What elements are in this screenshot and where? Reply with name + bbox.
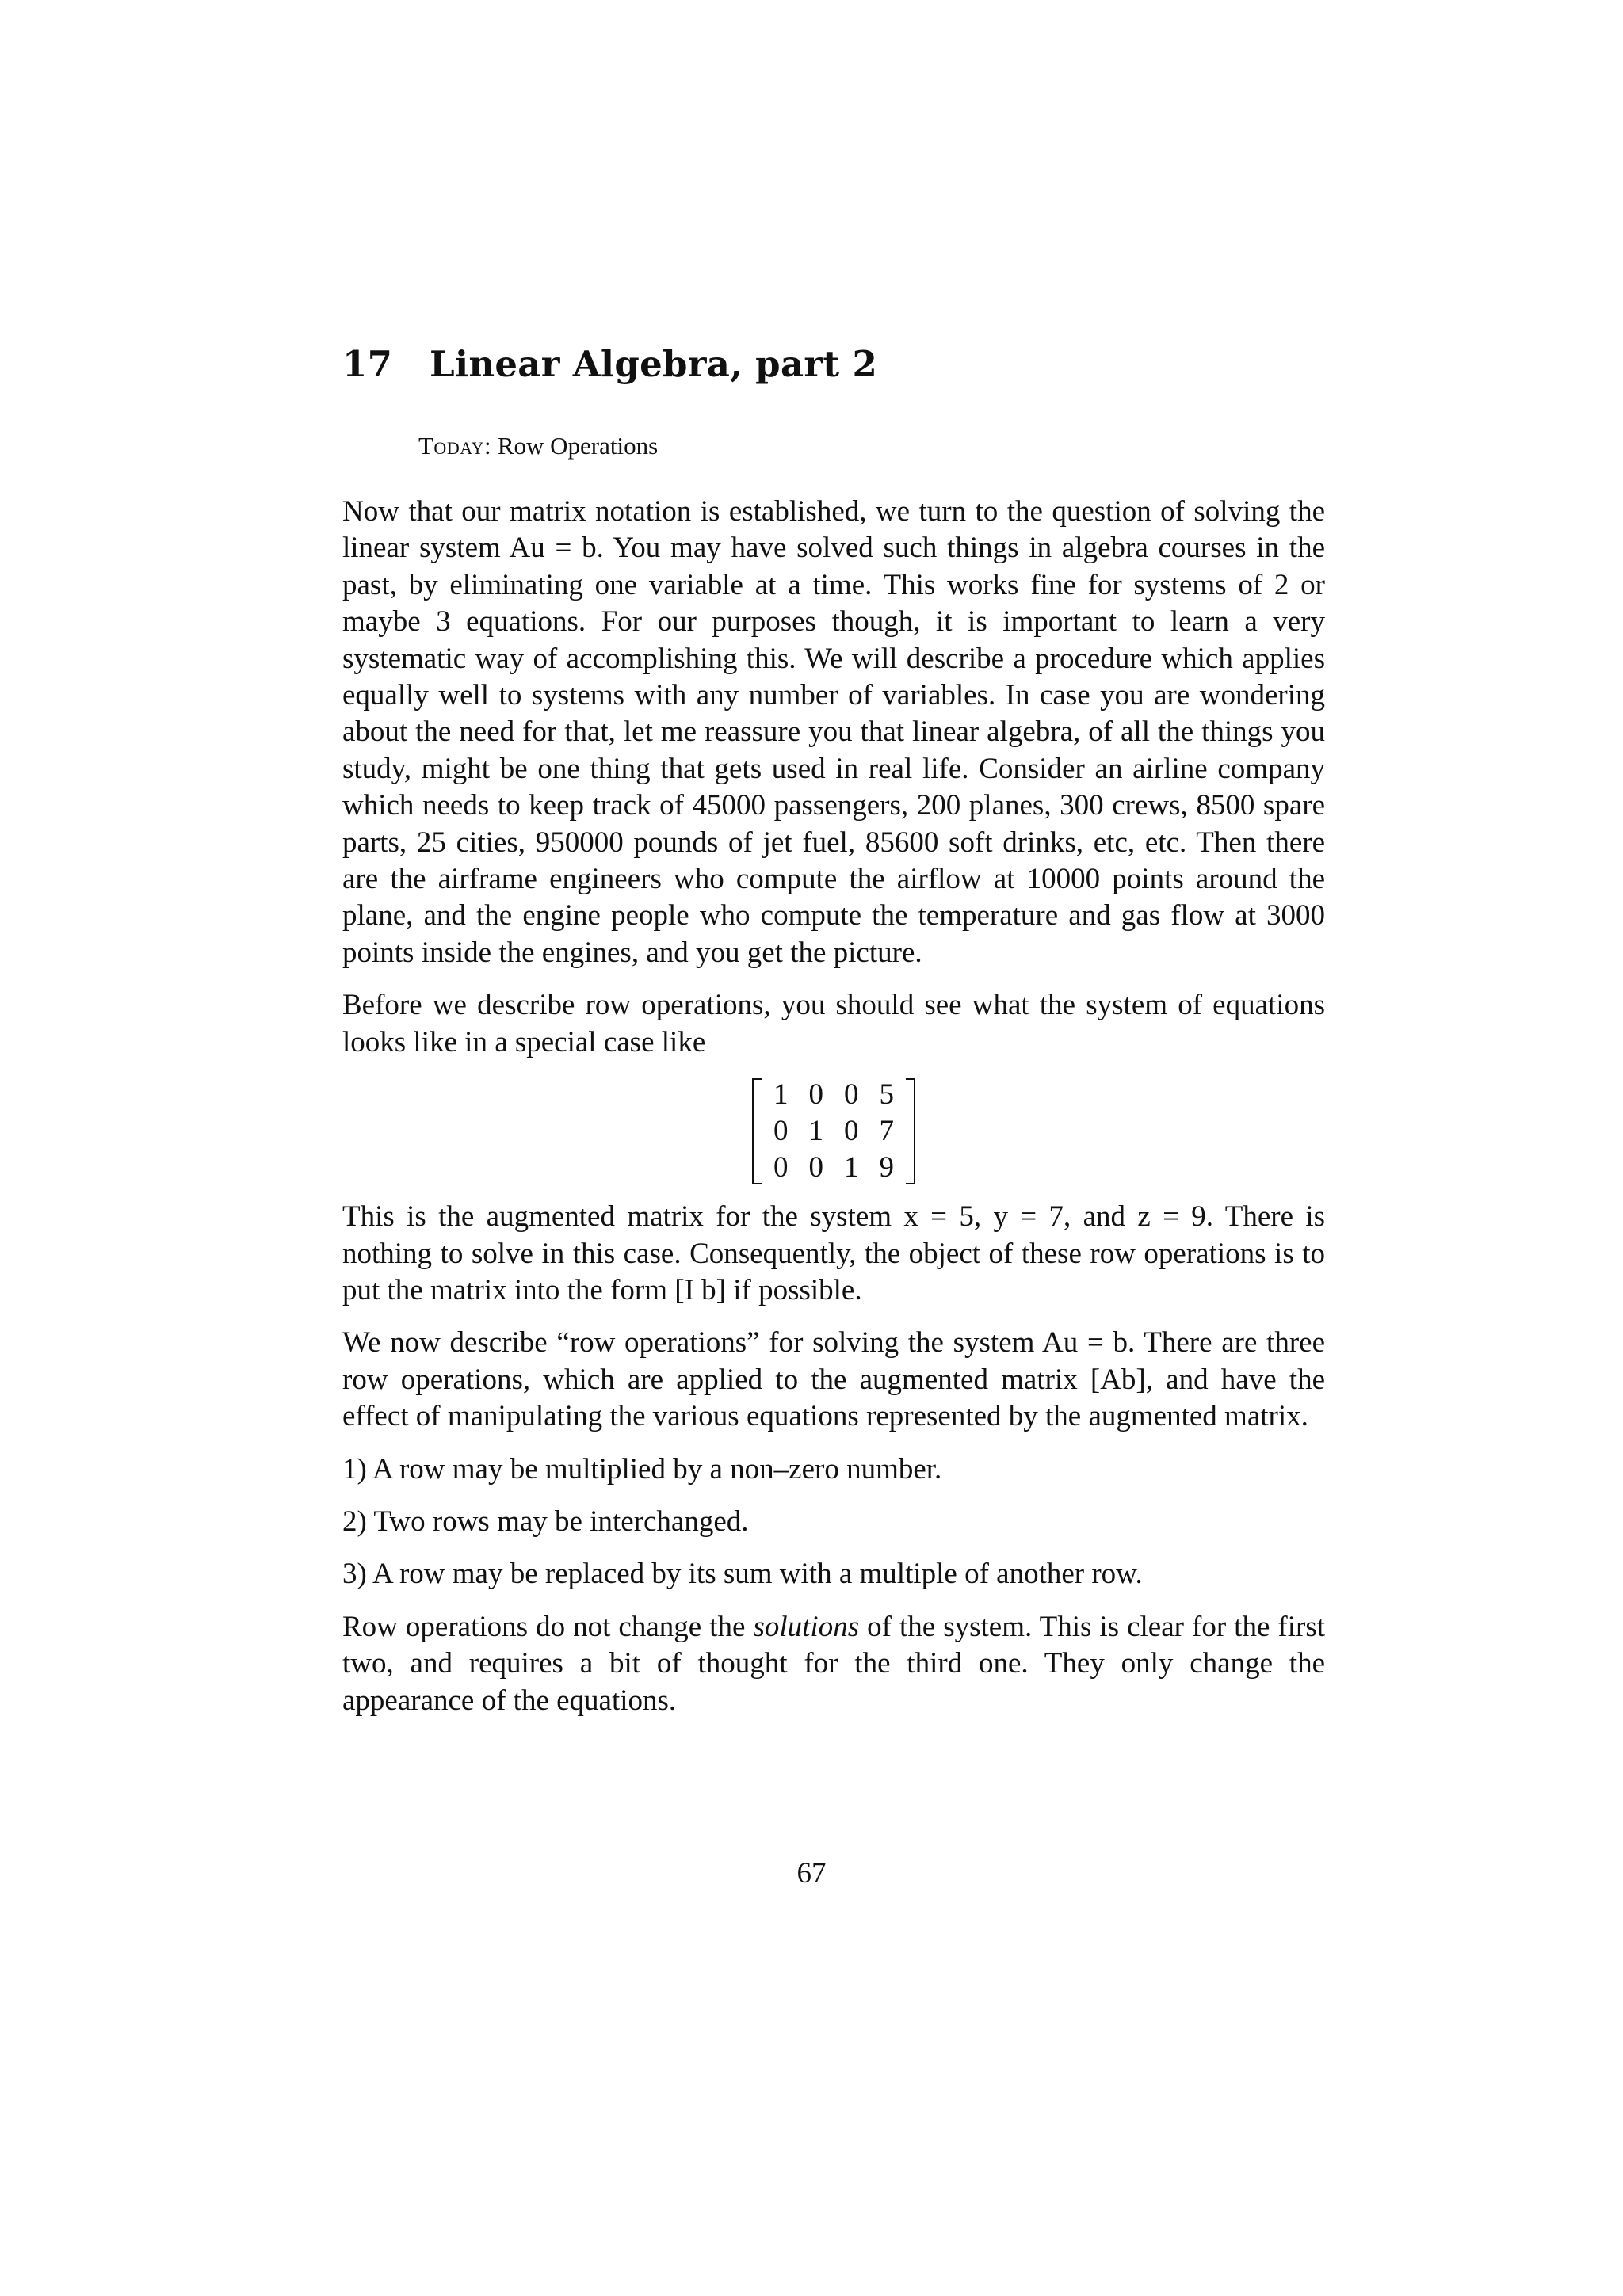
after-matrix-sentence-2: There is nothing to solve in this case. Consequently, the object of these row operations is to put the matrix into the form [I b] if possible. [342, 1200, 1325, 1306]
after-matrix-paragraph [342, 1199, 1325, 1309]
matrix-cell: 0 [844, 1115, 859, 1148]
section-title: Linear Algebra, part 2 [430, 343, 878, 385]
page-content [342, 341, 1325, 1719]
list-item: 3) A row may be replaced by its sum with a multiple of another row. [342, 1558, 1143, 1591]
matrix-cell: 0 [844, 1078, 859, 1112]
matrix-cell: 0 [773, 1151, 789, 1184]
matrix-cell: 1 [773, 1078, 789, 1112]
matrix-cell: 0 [808, 1151, 823, 1184]
page-number: 67 [796, 1857, 827, 1890]
list-item: 1) A row may be multiplied by a non–zero number. [342, 1452, 942, 1486]
matrix-cell: 9 [879, 1151, 894, 1184]
today-line [418, 430, 1325, 462]
closing-paragraph [342, 1609, 1325, 1719]
today-topic: Row Operations [497, 432, 659, 460]
matrix-row [763, 1113, 904, 1150]
matrix-row [763, 1077, 904, 1113]
closing-text-start: Row operations do not change the [342, 1610, 746, 1643]
section-heading [342, 341, 1325, 388]
after-matrix-sentence-1: This is the augmented matrix for the system x = 5, y = 7, and z = 9. [342, 1200, 1214, 1234]
closing-emphasis: solutions [753, 1610, 860, 1643]
matrix-cell: 1 [808, 1115, 823, 1148]
section-number: 17 [342, 343, 393, 385]
closing-text-end: of the system. This is clear for the first two, and requires a bit of thought for the third one. They only change the appearance of the equations. [342, 1610, 1325, 1717]
matrix-cell: 5 [879, 1078, 894, 1112]
today-label: Today: [418, 432, 492, 460]
intro-paragraph: Now that our matrix notation is established, we turn to the question of solving the linear system Au = b. You may have solved such things in algebra courses in the past, by eliminating one variable at a time. This works fine for systems of 2 or maybe 3 equations. For our purposes though, it is important to learn a very systematic way of accomplishing this. We will describe a procedure which applies equally well to systems with any number of variables. In case you are wondering about the need for that, let me reassure you that linear algebra, of all the things you study, might be one thing that gets used in real life. Consider an airline company which needs to keep track of 45000 passengers, 200 planes, 300 crews, 8500 spare parts, 25 cities, 950000 pounds of jet fuel, 85600 soft drinks, etc, etc. Then there are the airframe engineers who compute the airflow at 10000 points around the plane, and the engine people who compute the temperature and gas flow at 3000 points inside the engines, and you get the picture. [342, 495, 1325, 969]
matrix-cell: 0 [808, 1078, 823, 1112]
augmented-matrix-display [342, 1077, 1325, 1186]
row-operations-list [342, 1451, 1325, 1593]
row-operations-intro-paragraph: We now describe “row operations” for solving the system Au = b. There are three row operations, which are applied to the augmented matrix [Ab], and have the effect of manipulating the various equations represented by the augmented matrix. [342, 1326, 1325, 1433]
matrix-cell: 7 [879, 1115, 894, 1148]
matrix-row [763, 1150, 904, 1186]
list-item: 2) Two rows may be interchanged. [342, 1505, 749, 1538]
augmented-matrix [752, 1077, 915, 1186]
matrix-table [763, 1077, 904, 1186]
before-matrix-paragraph: Before we describe row operations, you should see what the system of equations looks like in a special case like [342, 989, 1325, 1058]
matrix-cell: 0 [773, 1115, 789, 1148]
matrix-cell: 1 [844, 1151, 859, 1184]
